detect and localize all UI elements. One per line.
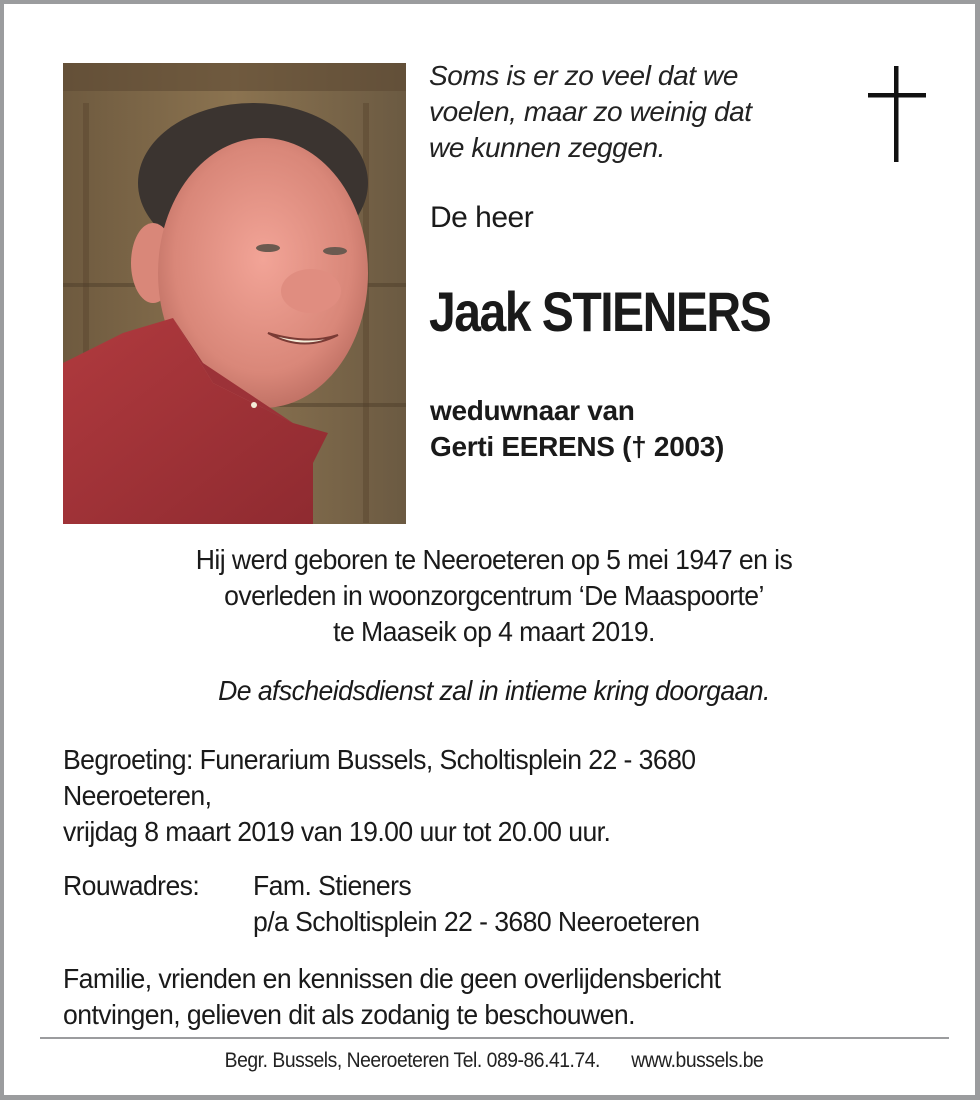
visitation-info — [63, 742, 696, 850]
address-line: Fam. Stieners — [253, 870, 412, 901]
address-label: Rouwadres: — [63, 870, 200, 901]
portrait-illustration — [63, 63, 406, 524]
bio-line: te Maaseik op 4 maart 2019. — [333, 616, 655, 647]
quote-line: we kunnen zeggen. — [429, 132, 666, 163]
mourning-address — [63, 868, 700, 940]
funeral-home-contact: Begr. Bussels, Neeroeteren Tel. 089-86.41.74. — [224, 1049, 600, 1072]
latin-cross-icon — [868, 66, 926, 162]
memorial-quote — [429, 58, 849, 166]
address-label-spacer — [63, 904, 253, 940]
visitation-line: vrijdag 8 maart 2019 van 19.00 uur tot 20.00 uur. — [63, 816, 611, 847]
portrait-photo — [63, 63, 406, 524]
title-prefix: De heer — [430, 201, 534, 234]
widower-of — [430, 393, 724, 465]
closing-notice — [63, 961, 720, 1033]
quote-line: Soms is er zo veel dat we — [429, 60, 739, 91]
funeral-home-website[interactable]: www.bussels.be — [631, 1049, 764, 1072]
bio-line: overleden in woonzorgcentrum ‘De Maaspoorte’ — [224, 580, 764, 611]
spouse-name: Gerti EERENS († 2003) — [430, 431, 725, 462]
bio-line: Hij werd geboren te Neeroeteren op 5 mei 1947 en is — [195, 544, 793, 575]
closing-line: ontvingen, gelieven dit als zodanig te beschouwen. — [63, 999, 635, 1030]
footer — [43, 1046, 945, 1076]
deceased-name: Jaak STIENERS — [429, 280, 771, 343]
address-line: p/a Scholtisplein 22 - 3680 Neeroeteren — [253, 906, 700, 937]
birth-death-details — [86, 542, 903, 650]
quote-line: voelen, maar zo weinig dat — [429, 96, 752, 127]
closing-line: Familie, vrienden en kennissen die geen overlijdensbericht — [63, 963, 721, 994]
visitation-line: Neeroeteren, — [63, 780, 212, 811]
footer-divider — [40, 1037, 949, 1039]
visitation-line: Begroeting: Funerarium Bussels, Scholtisplein 22 - 3680 — [63, 744, 696, 775]
farewell-service-note: De afscheidsdienst zal in intieme kring doorgaan. — [218, 675, 770, 706]
widower-line: weduwnaar van — [430, 395, 635, 426]
